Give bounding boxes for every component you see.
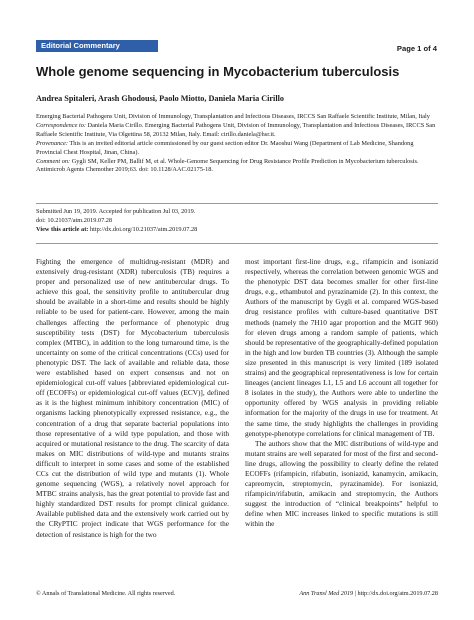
section-tag: Editorial Commentary bbox=[36, 40, 158, 52]
journal-reference: Ann Transl Med 2019 | http://dx.doi.org/atm.2019.07.28 bbox=[299, 590, 438, 597]
correspondence-text: Daniela Maria Cirillo. Emerging Bacterial Pathogens Unit, Division of Immunology, Transplantation and Infectious Diseases, IRCCS San Raffaele Scientific Institute, Via Olgettina 58, 20132 Milan, Italy. Email: cirillo.daniela@hsr.it. bbox=[36, 121, 436, 138]
correspondence bbox=[36, 122, 438, 140]
comment-text: Gygli SM, Keller PM, Ballif M, et al. Whole-Genome Sequencing for Drug Resistance Profile Prediction in Mycobacterium tuberculosis. Antimicrob Agents Chemother 2019;63. doi: 10.1128/AAC.02175-18. bbox=[36, 157, 419, 174]
page-indicator: Page 1 of 4 bbox=[396, 44, 437, 53]
view-article bbox=[36, 226, 438, 235]
right-paragraph-2: The authors show that the MIC distributions of wild-type and mutant strains are well separated for most of the first and second-line drugs, allowing the possibility to clearly define the related ECOFFs (rifampicin, rifabutin, isoniazid, kanamycin, amikacin, capreomycin, streptomycin, pyrazinamide). For isoniazid, rifampicin/rifabutin, amikacin and streptomycin, the Authors suggest the introduction of “clinical breakpoints” helpful to define when MIC increases linked to specific mutations is still within the bbox=[245, 438, 438, 529]
copyright: © Annals of Translational Medicine. All rights reserved. bbox=[36, 590, 176, 597]
comment-on bbox=[36, 158, 438, 176]
right-paragraph-1: most important first-line drugs, e.g., rifampicin and isoniazid respectively, whereas the correlation between genomic WGS and the phenotypic DST data becomes smaller for other first-line drugs, e.g., ethambutol and pyrazinamide (2). In this context, the Authors of the manuscript by Gygli et al. compared WGS-based drug resistance profiles with culture-based quantitative DST methods (namely the 7H10 agar proportion and the MGIT 960) for eleven drugs among a random sample of patients, which should be representative of the geographically-defined population in the high and low burden TB countries (3). Although the sample size presented in this manuscript is very limited (189 isolated strains) and the geographical representativeness is low for certain lineages (ancient lineages L1, L5 and L6 account all together for 8 isolates in the study), the Authors were able to underline the opportunity offered by WGS analysis in providing reliable information for the majority of the drugs in use for treatment. At the same time, the study highlights the challenges in providing genotype-phenotype correlations for clinical management of TB. bbox=[245, 257, 438, 438]
affiliation-block bbox=[36, 113, 438, 175]
submitted-dates: Submitted Jun 19, 2019. Accepted for publication Jul 03, 2019. bbox=[36, 208, 196, 215]
comment-label: Comment on: bbox=[36, 157, 71, 165]
left-paragraph-1: Fighting the emergence of multidrug-resistant (MDR) and extensively drug-resistant (XDR) tuberculosis (TB) requires a proper and personalized use of new antitubercular drugs. To achieve this goal, the sensitivity profile to antitubercular drug should be available in a short-time and results should be highly reliable to be used for patient-care. However, among the main challenges affecting the performance of phenotypic drug susceptibility tests (DST) for Mycobacterium tuberculosis complex (MTBC), in addition to the long turnaround time, is the uncertainty on some of the critical concentrations (CCs) used for phenotypic DST. The lack of available and reliable data, those were established based on expert consensus and not on epidemiological cut-off values [abbreviated epidemiological cut-off (ECOFFs) or epidemiological cut-off values (ECV)], defined as it is the highest minimum inhibitory concentration (MIC) of organisms lacking phenotypically expressed resistance, e.g., the concentration of a drug that separate bacterial populations into those representative of a wild type population, and those with acquired or mutational resistance to the drug. The scarcity of data makes on MIC distributions of wild-type and mutants strains difficult to interpret in some cases and some of the established CCs cut the distribution of wild type and mutants (1). Whole genome sequencing (WGS), a relatively novel approach for MTBC strains analysis, has the great potential to provide fast and highly standardized DST results for prompt clinical guidance. Available published data and the extensively work carried out by the CRyPTIC project indicate that WGS performance for the detection of resistance is high for the two bbox=[36, 257, 229, 539]
correspondence-label: Correspondence to: bbox=[36, 121, 86, 129]
provenance-label: Provenance: bbox=[36, 139, 68, 147]
divider-bottom bbox=[36, 243, 438, 244]
body-left-column bbox=[36, 257, 229, 540]
body-right-column bbox=[245, 257, 438, 530]
article-title: Whole genome sequencing in Mycobacterium tuberculosis bbox=[36, 64, 400, 79]
affiliation: Emerging Bacterial Pathogens Unit, Division of Immunology, Transplantation and Infectious Diseases, IRCCS San Raffaele Scientific Institute, Milan, Italy bbox=[36, 113, 430, 120]
provenance-text: This is an invited editorial article commissioned by our guest section editor Dr. Maoshui Wang (Department of Lab Medicine, Shandong Provincial Chest Hospital, Jinan, China). bbox=[36, 139, 414, 156]
journal-url-link[interactable]: http://dx.doi.org/atm.2019.07.28 bbox=[357, 590, 438, 597]
view-label: View this article at: bbox=[36, 225, 89, 233]
doi: doi: 10.21037/atm.2019.07.28 bbox=[36, 216, 113, 224]
submission-block bbox=[36, 208, 438, 235]
provenance bbox=[36, 140, 438, 158]
journal-name: Ann Transl Med 2019 bbox=[299, 590, 354, 597]
view-url-link[interactable]: http://dx.doi.org/10.21037/atm.2019.07.28 bbox=[89, 225, 198, 233]
divider-top bbox=[36, 203, 438, 204]
article-authors: Andrea Spitaleri, Arash Ghodousi, Paolo Miotto, Daniela Maria Cirillo bbox=[36, 94, 284, 103]
